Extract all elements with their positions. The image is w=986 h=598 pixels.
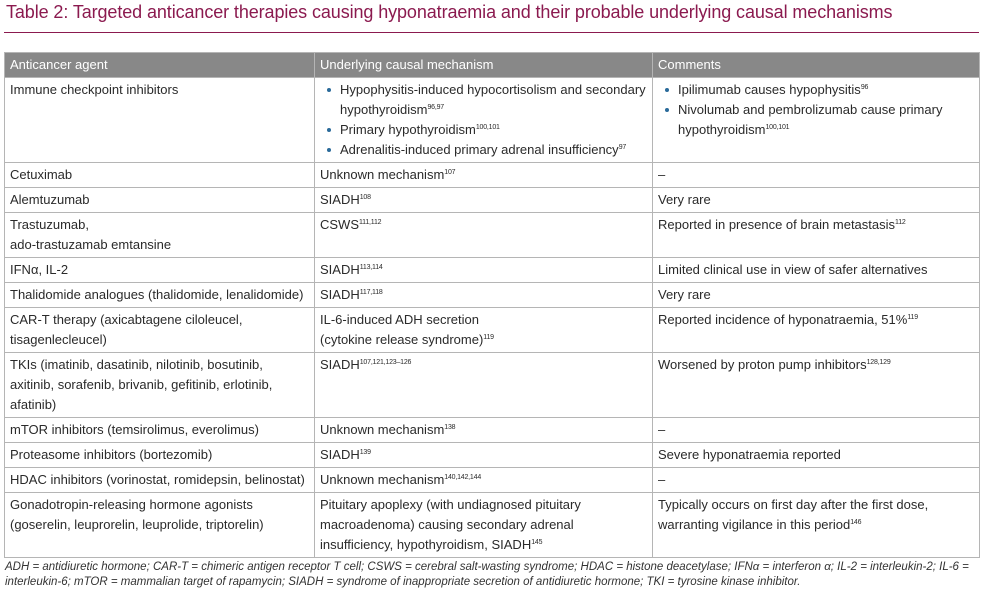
cell-text: Reported incidence of hyponatraemia, 51% bbox=[658, 312, 908, 327]
mechanism-cell bbox=[315, 468, 653, 493]
cell-text: Trastuzumab, bbox=[10, 217, 89, 232]
table-row bbox=[5, 283, 980, 308]
mechanism-cell bbox=[315, 258, 653, 283]
cell-text: (cytokine release syndrome) bbox=[320, 332, 484, 347]
citation-superscript: 107 bbox=[444, 169, 456, 176]
bullet-item bbox=[320, 140, 647, 160]
citation-superscript: 100,101 bbox=[765, 124, 790, 131]
cell-text: Cetuximab bbox=[10, 167, 73, 182]
cell-text: SIADH bbox=[320, 447, 360, 462]
table-row bbox=[5, 213, 980, 258]
citation-superscript: 96 bbox=[860, 84, 869, 91]
cell-text: Limited clinical use in view of safer alternatives bbox=[658, 262, 928, 277]
mechanism-cell bbox=[315, 418, 653, 443]
table-row bbox=[5, 308, 980, 353]
cell-text: Worsened by proton pump inhibitors bbox=[658, 357, 867, 372]
citation-superscript: 119 bbox=[907, 314, 918, 321]
bullet-list bbox=[658, 80, 974, 140]
table-row bbox=[5, 258, 980, 283]
agent-cell bbox=[5, 468, 315, 493]
comment-cell bbox=[653, 78, 980, 163]
therapies-table bbox=[4, 52, 980, 558]
comment-cell bbox=[653, 188, 980, 213]
citation-superscript: 146 bbox=[850, 519, 862, 526]
title-divider bbox=[4, 32, 979, 33]
agent-cell bbox=[5, 493, 315, 558]
citation-superscript: 97 bbox=[618, 144, 627, 151]
cell-text: Alemtuzumab bbox=[10, 192, 90, 207]
mechanism-cell bbox=[315, 308, 653, 353]
comment-cell bbox=[653, 418, 980, 443]
comment-cell bbox=[653, 443, 980, 468]
agent-cell bbox=[5, 258, 315, 283]
citation-superscript: 111,112 bbox=[359, 219, 382, 226]
citation-superscript: 112 bbox=[895, 219, 906, 226]
table-row bbox=[5, 163, 980, 188]
agent-cell bbox=[5, 213, 315, 258]
cell-text: Typically occurs on first day after the first dose, warranting vigilance in this period bbox=[658, 497, 929, 532]
cell-text: Unknown mechanism bbox=[320, 472, 445, 487]
mechanism-cell bbox=[315, 353, 653, 418]
bullet-item bbox=[658, 100, 974, 140]
citation-superscript: 107,121,123–126 bbox=[359, 359, 412, 366]
table-header-row bbox=[5, 53, 980, 78]
agent-cell bbox=[5, 283, 315, 308]
citation-superscript: 113,114 bbox=[359, 264, 383, 271]
cell-text: – bbox=[658, 422, 666, 437]
cell-text: CAR-T therapy (axicabtagene ciloleucel, tisagenlecleucel) bbox=[10, 312, 243, 347]
cell-text: – bbox=[658, 472, 666, 487]
cell-text: Nivolumab and pembrolizumab cause primary hypothyroidism bbox=[678, 102, 943, 137]
cell-text: SIADH bbox=[320, 287, 360, 302]
table-row bbox=[5, 418, 980, 443]
cell-text: Proteasome inhibitors (bortezomib) bbox=[10, 447, 213, 462]
cell-text: Immune checkpoint inhibitors bbox=[10, 82, 179, 97]
citation-superscript: 108 bbox=[359, 194, 371, 201]
citation-superscript: 128,129 bbox=[866, 359, 891, 366]
abbreviations-footnote: ADH = antidiuretic hormone; CAR-T = chimeric antigen receptor T cell; CSWS = cerebral salt-wasting syndrome; HDAC = histone deacetylase; IFNα = interferon α; IL-2 = interleukin-2; IL-6 = interleukin-6; mTOR = mammalian target of rapamycin; SIADH = syndrome of inappropriate secretion of antidiuretic hormone; TKI = tyrosine kinase inhibitor. bbox=[5, 561, 969, 588]
header-comments: Comments bbox=[653, 53, 980, 78]
cell-text: IFNα, IL-2 bbox=[10, 262, 69, 277]
agent-cell bbox=[5, 353, 315, 418]
citation-superscript: 117,118 bbox=[359, 289, 383, 296]
table-row bbox=[5, 468, 980, 493]
mechanism-cell bbox=[315, 78, 653, 163]
agent-cell bbox=[5, 443, 315, 468]
cell-text: HDAC inhibitors (vorinostat, romidepsin, belinostat) bbox=[10, 472, 305, 487]
comment-cell bbox=[653, 213, 980, 258]
cell-text: SIADH bbox=[320, 357, 360, 372]
mechanism-cell bbox=[315, 443, 653, 468]
cell-text: Gonadotropin-releasing hormone agonists (goserelin, leuprorelin, leuprolide, triptorelin) bbox=[10, 497, 264, 532]
table-row bbox=[5, 188, 980, 213]
cell-text: Thalidomide analogues (thalidomide, lenalidomide) bbox=[10, 287, 304, 302]
comment-cell bbox=[653, 163, 980, 188]
agent-cell bbox=[5, 188, 315, 213]
cell-text: SIADH bbox=[320, 262, 360, 277]
bullet-item bbox=[658, 80, 974, 100]
comment-cell bbox=[653, 258, 980, 283]
agent-cell bbox=[5, 78, 315, 163]
cell-text: Unknown mechanism bbox=[320, 167, 445, 182]
cell-text: Ipilimumab causes hypophysitis bbox=[678, 82, 861, 97]
cell-text: Very rare bbox=[658, 287, 711, 302]
bullet-item bbox=[320, 120, 647, 140]
mechanism-cell bbox=[315, 493, 653, 558]
bullet-item bbox=[320, 80, 647, 120]
cell-text: IL-6-induced ADH secretion bbox=[320, 312, 479, 327]
cell-text: Reported in presence of brain metastasis bbox=[658, 217, 896, 232]
cell-text: TKIs (imatinib, dasatinib, nilotinib, bosutinib, axitinib, sorafenib, brivanib, gefitinib, erlotinib, afatinib) bbox=[10, 357, 273, 412]
agent-cell bbox=[5, 308, 315, 353]
header-mechanism: Underlying causal mechanism bbox=[315, 53, 653, 78]
comment-cell bbox=[653, 308, 980, 353]
citation-superscript: 100,101 bbox=[475, 124, 500, 131]
table-row bbox=[5, 493, 980, 558]
comment-cell bbox=[653, 468, 980, 493]
table-body bbox=[5, 78, 980, 558]
mechanism-cell bbox=[315, 213, 653, 258]
citation-superscript: 119 bbox=[483, 334, 494, 341]
cell-text: Primary hypothyroidism bbox=[340, 122, 476, 137]
citation-superscript: 140,142,144 bbox=[444, 474, 482, 481]
cell-text: Severe hyponatraemia reported bbox=[658, 447, 841, 462]
header-agent: Anticancer agent bbox=[5, 53, 315, 78]
citation-superscript: 138 bbox=[444, 424, 456, 431]
comment-cell bbox=[653, 283, 980, 308]
agent-cell bbox=[5, 418, 315, 443]
cell-text: Unknown mechanism bbox=[320, 422, 445, 437]
table-row bbox=[5, 443, 980, 468]
table-title: Table 2: Targeted anticancer therapies causing hyponatraemia and their probable underlying causal mechanisms bbox=[6, 2, 893, 22]
cell-text: SIADH bbox=[320, 192, 360, 207]
citation-superscript: 145 bbox=[531, 539, 543, 546]
cell-text: Pituitary apoplexy (with undiagnosed pituitary macroadenoma) causing secondary adrenal insufficiency, hypothyroidism, SIADH bbox=[320, 497, 581, 552]
table-row bbox=[5, 353, 980, 418]
cell-text: mTOR inhibitors (temsirolimus, everolimus) bbox=[10, 422, 259, 437]
comment-cell bbox=[653, 353, 980, 418]
mechanism-cell bbox=[315, 188, 653, 213]
mechanism-cell bbox=[315, 163, 653, 188]
cell-text: Hypophysitis-induced hypocortisolism and secondary hypothyroidism bbox=[340, 82, 646, 117]
citation-superscript: 139 bbox=[359, 449, 371, 456]
cell-text: ado-trastuzamab emtansine bbox=[10, 237, 172, 252]
agent-cell bbox=[5, 163, 315, 188]
cell-text: – bbox=[658, 167, 666, 182]
mechanism-cell bbox=[315, 283, 653, 308]
cell-text: CSWS bbox=[320, 217, 359, 232]
table-row bbox=[5, 78, 980, 163]
bullet-list bbox=[320, 80, 647, 160]
cell-text: Very rare bbox=[658, 192, 711, 207]
citation-superscript: 96,97 bbox=[427, 104, 444, 111]
cell-text: Adrenalitis-induced primary adrenal insufficiency bbox=[340, 142, 619, 157]
comment-cell bbox=[653, 493, 980, 558]
